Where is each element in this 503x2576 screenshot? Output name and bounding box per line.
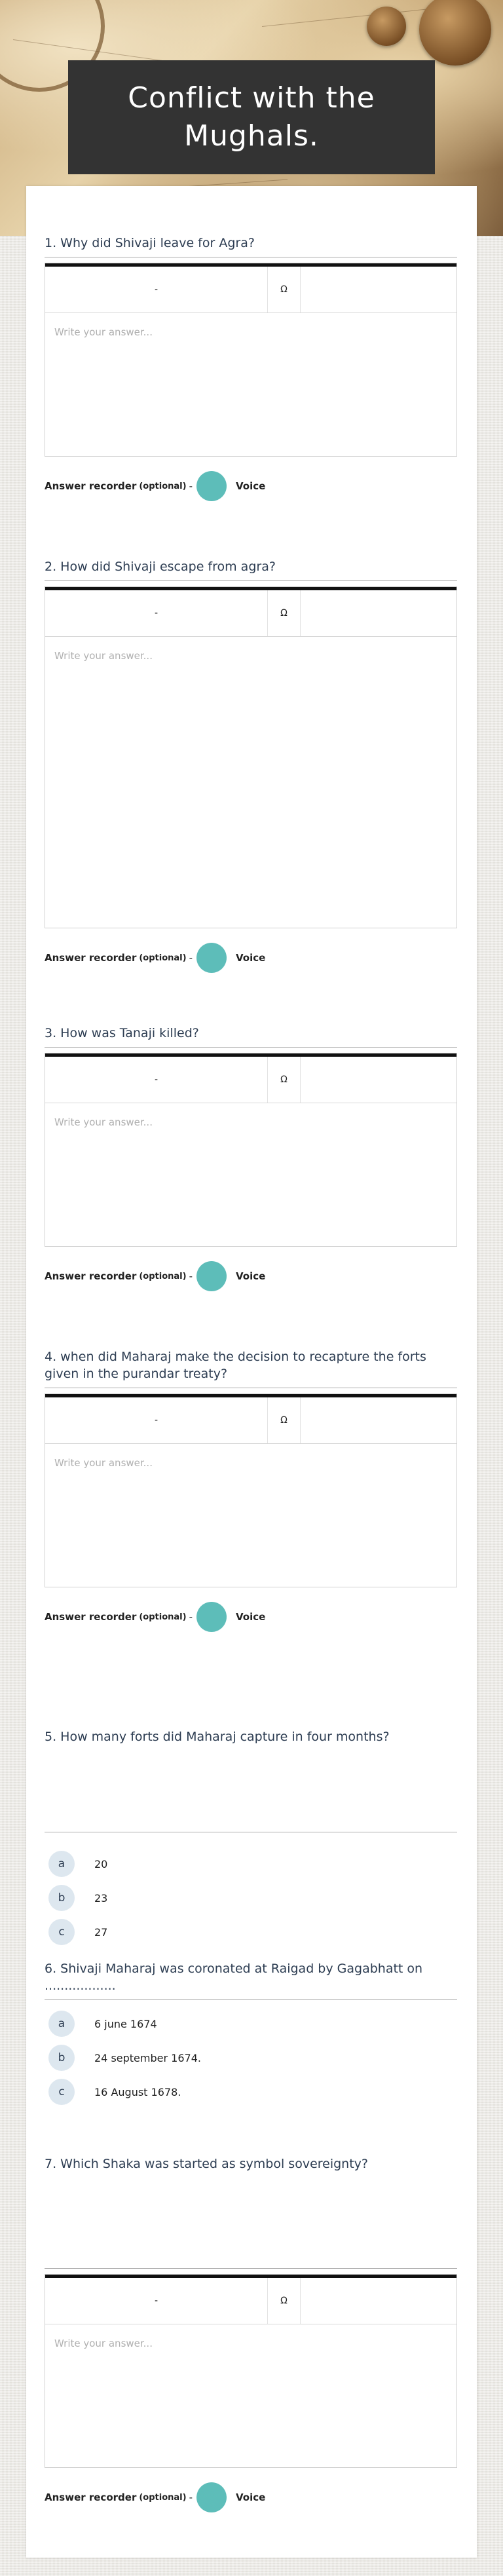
title-box: [68, 60, 435, 174]
record-button[interactable]: [196, 471, 227, 501]
text-style-button[interactable]: -: [45, 1397, 268, 1443]
text-style-button[interactable]: -: [45, 590, 268, 636]
answer-toolbar: [45, 2275, 456, 2324]
recorder-label: Answer recorder: [45, 2491, 137, 2503]
option-badge: c: [48, 1919, 75, 1945]
question-4: [45, 1348, 457, 1632]
question-text: 2. How did Shivaji escape from agra?: [45, 559, 276, 574]
option-c[interactable]: [45, 1915, 457, 1949]
question-6: [45, 1960, 457, 2109]
question-text: 4. when did Maharaj make the decision to recapture the forts given in the purandar treaty?: [45, 1350, 426, 1381]
option-label: 16 August 1678.: [94, 2085, 181, 2098]
question-2: [45, 558, 457, 973]
option-badge: a: [48, 1851, 75, 1877]
recorder-dash: -: [189, 2491, 193, 2503]
answer-input[interactable]: Write your answer...: [54, 326, 153, 338]
option-label: 27: [94, 1925, 108, 1939]
answer-recorder: [45, 1602, 457, 1632]
answer-input[interactable]: Write your answer...: [54, 650, 153, 662]
answer-box: [45, 263, 457, 457]
question-5: [45, 1728, 457, 1949]
answer-toolbar: [45, 1394, 456, 1444]
answer-input[interactable]: Write your answer...: [54, 1116, 153, 1128]
toolbar-spacer: [301, 1057, 456, 1103]
omega-symbol-button[interactable]: Ω: [268, 1057, 301, 1103]
answer-input[interactable]: Write your answer...: [54, 1457, 153, 1469]
toolbar-spacer: [301, 1397, 456, 1443]
page-title: Conflict with the Mughals.: [128, 81, 375, 153]
recorder-label: Answer recorder: [45, 1611, 137, 1623]
recorder-optional: (optional): [139, 953, 187, 963]
question-text: 3. How was Tanaji killed?: [45, 1026, 199, 1040]
answer-toolbar: [45, 1053, 456, 1103]
record-button[interactable]: [196, 943, 227, 973]
text-style-button[interactable]: -: [45, 1057, 268, 1103]
recorder-dash: -: [189, 1270, 193, 1282]
toolbar-spacer: [301, 590, 456, 636]
answer-box: [45, 1393, 457, 1587]
divider: [45, 580, 457, 581]
option-a[interactable]: [45, 2007, 457, 2041]
question-text: 5. How many forts did Maharaj capture in four months?: [45, 1730, 390, 1744]
omega-symbol-button[interactable]: Ω: [268, 590, 301, 636]
question-text: 1. Why did Shivaji leave for Agra?: [45, 236, 255, 250]
omega-symbol-button[interactable]: Ω: [268, 2278, 301, 2324]
recorder-optional: (optional): [139, 1271, 187, 1281]
option-b[interactable]: [45, 1881, 457, 1915]
recorder-label: Answer recorder: [45, 1270, 137, 1282]
answer-box: [45, 586, 457, 928]
answer-box: [45, 2274, 457, 2468]
omega-symbol-button[interactable]: Ω: [268, 267, 301, 313]
answer-recorder: [45, 2482, 457, 2512]
answer-recorder: [45, 1261, 457, 1291]
question-3: [45, 1025, 457, 1291]
toolbar-spacer: [301, 267, 456, 313]
question-1: [45, 235, 457, 501]
option-label: 20: [94, 1857, 108, 1870]
answer-recorder: [45, 471, 457, 501]
option-c[interactable]: [45, 2075, 457, 2109]
question-7: [45, 2155, 457, 2512]
divider: [45, 1999, 457, 2000]
voice-label: Voice: [235, 1611, 266, 1623]
answer-recorder: [45, 943, 457, 973]
answer-toolbar: [45, 587, 456, 637]
option-b[interactable]: [45, 2041, 457, 2075]
voice-label: Voice: [235, 952, 266, 964]
recorder-dash: -: [189, 952, 193, 964]
option-badge: a: [48, 2011, 75, 2037]
option-badge: b: [48, 1885, 75, 1911]
question-text: 6. Shivaji Maharaj was coronated at Raigad by Gagabhatt on ..................: [45, 1961, 423, 1993]
answer-options: [45, 2007, 457, 2109]
worksheet-card: [26, 186, 477, 2558]
divider: [45, 2268, 457, 2269]
record-button[interactable]: [196, 1261, 227, 1291]
record-button[interactable]: [196, 2482, 227, 2512]
option-label: 24 september 1674.: [94, 2051, 201, 2064]
recorder-label: Answer recorder: [45, 952, 137, 964]
omega-symbol-button[interactable]: Ω: [268, 1397, 301, 1443]
voice-label: Voice: [235, 480, 266, 492]
text-style-button[interactable]: -: [45, 2278, 268, 2324]
divider: [45, 1047, 457, 1048]
recorder-dash: -: [189, 1611, 193, 1623]
answer-box: [45, 1053, 457, 1247]
recorder-optional: (optional): [139, 2492, 187, 2503]
coin-decoration: [367, 7, 406, 46]
option-label: 6 june 1674: [94, 2017, 157, 2030]
option-a[interactable]: [45, 1847, 457, 1881]
coin-decoration: [419, 0, 491, 66]
voice-label: Voice: [235, 2491, 266, 2503]
answer-toolbar: [45, 263, 456, 313]
option-badge: c: [48, 2079, 75, 2105]
toolbar-spacer: [301, 2278, 456, 2324]
voice-label: Voice: [235, 1270, 266, 1282]
recorder-dash: -: [189, 480, 193, 492]
option-badge: b: [48, 2045, 75, 2071]
option-label: 23: [94, 1891, 108, 1904]
recorder-optional: (optional): [139, 1612, 187, 1622]
answer-input[interactable]: Write your answer...: [54, 2338, 153, 2349]
recorder-optional: (optional): [139, 481, 187, 491]
answer-options: [45, 1847, 457, 1949]
question-text: 7. Which Shaka was started as symbol sovereignty?: [45, 2157, 368, 2171]
text-style-button[interactable]: -: [45, 267, 268, 313]
recorder-label: Answer recorder: [45, 480, 137, 492]
record-button[interactable]: [196, 1602, 227, 1632]
